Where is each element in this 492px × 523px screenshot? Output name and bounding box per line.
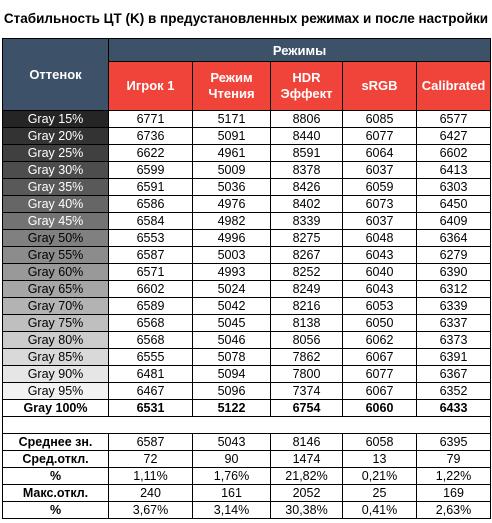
- stat-cell: 13: [343, 451, 417, 468]
- temperature-cell: 6303: [417, 179, 491, 196]
- temperature-cell: 6053: [343, 298, 417, 315]
- temperature-cell: 8426: [271, 179, 343, 196]
- stat-cell: 5043: [193, 434, 271, 451]
- temperature-cell: 6568: [109, 332, 193, 349]
- temperature-cell: 6067: [343, 349, 417, 366]
- mode-column-label: HDR: [292, 70, 321, 85]
- temperature-cell: 6048: [343, 230, 417, 247]
- stat-cell: 6058: [343, 434, 417, 451]
- gray-level-label: Gray 45%: [3, 213, 109, 230]
- temperature-cell: 8138: [271, 315, 343, 332]
- temperature-cell: 6584: [109, 213, 193, 230]
- mode-column-header: [109, 62, 193, 111]
- temperature-cell: 4982: [193, 213, 271, 230]
- temperature-cell: 6077: [343, 128, 417, 145]
- stat-cell: 90: [193, 451, 271, 468]
- stat-cell: 1,76%: [193, 468, 271, 485]
- table-row: [3, 383, 491, 400]
- stat-cell: 2052: [271, 485, 343, 502]
- temperature-cell: 6059: [343, 179, 417, 196]
- temperature-cell: 4993: [193, 264, 271, 281]
- stat-cell: 3,14%: [193, 502, 271, 519]
- stat-cell: 2,63%: [417, 502, 491, 519]
- gray-level-label: Gray 40%: [3, 196, 109, 213]
- temperature-cell: 8591: [271, 145, 343, 162]
- stat-label: Сред.откл.: [3, 451, 109, 468]
- table-row: [3, 332, 491, 349]
- stat-row: [3, 434, 491, 451]
- temperature-cell: 5036: [193, 179, 271, 196]
- table-row: [3, 230, 491, 247]
- temperature-cell: 6060: [343, 400, 417, 417]
- temperature-cell: 5042: [193, 298, 271, 315]
- temperature-cell: 6364: [417, 230, 491, 247]
- temperature-cell: 5091: [193, 128, 271, 145]
- stat-cell: 8146: [271, 434, 343, 451]
- table-row: [3, 349, 491, 366]
- stat-row: [3, 468, 491, 485]
- temperature-cell: 6413: [417, 162, 491, 179]
- temperature-cell: 6050: [343, 315, 417, 332]
- temperature-cell: 6553: [109, 230, 193, 247]
- temperature-cell: 4996: [193, 230, 271, 247]
- gray-level-label: Gray 30%: [3, 162, 109, 179]
- stat-row: [3, 485, 491, 502]
- table-row: [3, 179, 491, 196]
- temperature-cell: 8806: [271, 111, 343, 128]
- temperature-cell: 6754: [271, 400, 343, 417]
- table-row: [3, 298, 491, 315]
- table-row: [3, 196, 491, 213]
- temperature-cell: 8216: [271, 298, 343, 315]
- temperature-cell: 7800: [271, 366, 343, 383]
- mode-column-label: Calibrated: [421, 78, 486, 93]
- temperature-cell: 6409: [417, 213, 491, 230]
- stat-cell: 6587: [109, 434, 193, 451]
- temperature-cell: 6531: [109, 400, 193, 417]
- gray-level-label: Gray 75%: [3, 315, 109, 332]
- stat-cell: 0,41%: [343, 502, 417, 519]
- temperature-cell: 6591: [109, 179, 193, 196]
- temperature-cell: 6067: [343, 383, 417, 400]
- temperature-cell: 8402: [271, 196, 343, 213]
- temperature-cell: 6602: [109, 281, 193, 298]
- temperature-cell: 6433: [417, 400, 491, 417]
- spacer-cell: [3, 417, 491, 434]
- gray-level-label: Gray 65%: [3, 281, 109, 298]
- table-row: [3, 145, 491, 162]
- gray-level-label: Gray 20%: [3, 128, 109, 145]
- stat-cell: 25: [343, 485, 417, 502]
- mode-column-label: Игрок 1: [126, 78, 175, 93]
- temperature-cell: 6571: [109, 264, 193, 281]
- stat-cell: 169: [417, 485, 491, 502]
- temperature-cell: 8252: [271, 264, 343, 281]
- temperature-cell: 5122: [193, 400, 271, 417]
- temperature-cell: 6467: [109, 383, 193, 400]
- temperature-cell: 6352: [417, 383, 491, 400]
- stat-cell: 0,21%: [343, 468, 417, 485]
- table-row: [3, 264, 491, 281]
- temperature-cell: 5009: [193, 162, 271, 179]
- modes-header: Режимы: [109, 39, 491, 62]
- gray-level-label: Gray 70%: [3, 298, 109, 315]
- temperature-cell: 4976: [193, 196, 271, 213]
- temperature-cell: 6586: [109, 196, 193, 213]
- temperature-cell: 5045: [193, 315, 271, 332]
- temperature-cell: 6312: [417, 281, 491, 298]
- temperature-cell: 6771: [109, 111, 193, 128]
- temperature-cell: 6037: [343, 162, 417, 179]
- stat-row: [3, 502, 491, 519]
- page-title: Стабильность ЦТ (K) в предустановленных режимах и после настройки: [3, 11, 489, 26]
- temperature-cell: 6450: [417, 196, 491, 213]
- temperature-cell: 6043: [343, 281, 417, 298]
- mode-column-label: sRGB: [361, 78, 398, 93]
- temperature-cell: 5003: [193, 247, 271, 264]
- table-row: [3, 366, 491, 383]
- stat-cell: 1,22%: [417, 468, 491, 485]
- stat-cell: 1,11%: [109, 468, 193, 485]
- gray-level-label: Gray 100%: [3, 400, 109, 417]
- table-row: [3, 400, 491, 417]
- mode-column-label-line2: Эффект: [280, 86, 333, 101]
- temperature-cell: 8275: [271, 230, 343, 247]
- stat-cell: 21,82%: [271, 468, 343, 485]
- temperature-cell: 8440: [271, 128, 343, 145]
- temperature-cell: 8378: [271, 162, 343, 179]
- temperature-cell: 6736: [109, 128, 193, 145]
- mode-column-label-line2: Чтения: [208, 86, 255, 101]
- temperature-cell: 6622: [109, 145, 193, 162]
- temperature-cell: 6337: [417, 315, 491, 332]
- temperature-cell: 8249: [271, 281, 343, 298]
- mode-column-header: [193, 62, 271, 111]
- stat-label: %: [3, 468, 109, 485]
- temperature-cell: 6043: [343, 247, 417, 264]
- color-temperature-table: [2, 38, 491, 519]
- stat-cell: 79: [417, 451, 491, 468]
- temperature-cell: 6427: [417, 128, 491, 145]
- gray-level-label: Gray 35%: [3, 179, 109, 196]
- mode-column-header: [343, 62, 417, 111]
- temperature-cell: 6064: [343, 145, 417, 162]
- stat-cell: 161: [193, 485, 271, 502]
- stat-label: %: [3, 502, 109, 519]
- temperature-cell: 6481: [109, 366, 193, 383]
- stat-cell: 3,67%: [109, 502, 193, 519]
- table-row: [3, 213, 491, 230]
- temperature-cell: 6077: [343, 366, 417, 383]
- temperature-cell: 5046: [193, 332, 271, 349]
- stat-cell: 72: [109, 451, 193, 468]
- temperature-cell: 6555: [109, 349, 193, 366]
- temperature-cell: 6391: [417, 349, 491, 366]
- stat-cell: 30,38%: [271, 502, 343, 519]
- temperature-cell: 6085: [343, 111, 417, 128]
- temperature-cell: 6373: [417, 332, 491, 349]
- gray-level-label: Gray 85%: [3, 349, 109, 366]
- temperature-cell: 6367: [417, 366, 491, 383]
- stat-cell: 6395: [417, 434, 491, 451]
- stat-cell: 240: [109, 485, 193, 502]
- temperature-cell: 6602: [417, 145, 491, 162]
- temperature-cell: 8339: [271, 213, 343, 230]
- gray-level-label: Gray 80%: [3, 332, 109, 349]
- table-row: [3, 315, 491, 332]
- temperature-cell: 6339: [417, 298, 491, 315]
- mode-column-header: [271, 62, 343, 111]
- gray-level-label: Gray 60%: [3, 264, 109, 281]
- table-row: [3, 247, 491, 264]
- spacer-row: [3, 417, 491, 434]
- temperature-cell: 4961: [193, 145, 271, 162]
- temperature-cell: 7862: [271, 349, 343, 366]
- temperature-cell: 6568: [109, 315, 193, 332]
- temperature-cell: 6390: [417, 264, 491, 281]
- temperature-cell: 6073: [343, 196, 417, 213]
- shade-header: Оттенок: [3, 39, 109, 111]
- temperature-cell: 6587: [109, 247, 193, 264]
- temperature-cell: 5094: [193, 366, 271, 383]
- temperature-cell: 5096: [193, 383, 271, 400]
- temperature-cell: 7374: [271, 383, 343, 400]
- temperature-cell: 5078: [193, 349, 271, 366]
- stat-label: Макс.откл.: [3, 485, 109, 502]
- mode-column-header: [417, 62, 491, 111]
- temperature-cell: 6599: [109, 162, 193, 179]
- gray-level-label: Gray 90%: [3, 366, 109, 383]
- stat-row: [3, 451, 491, 468]
- temperature-cell: 6589: [109, 298, 193, 315]
- temperature-cell: 6040: [343, 264, 417, 281]
- temperature-cell: 6577: [417, 111, 491, 128]
- gray-level-label: Gray 15%: [3, 111, 109, 128]
- temperature-cell: 5024: [193, 281, 271, 298]
- table-row: [3, 162, 491, 179]
- stat-cell: 1474: [271, 451, 343, 468]
- stat-label: Среднее зн.: [3, 434, 109, 451]
- gray-level-label: Gray 50%: [3, 230, 109, 247]
- gray-level-label: Gray 25%: [3, 145, 109, 162]
- temperature-cell: 5171: [193, 111, 271, 128]
- temperature-cell: 6037: [343, 213, 417, 230]
- temperature-cell: 6279: [417, 247, 491, 264]
- temperature-cell: 8056: [271, 332, 343, 349]
- gray-level-label: Gray 95%: [3, 383, 109, 400]
- gray-level-label: Gray 55%: [3, 247, 109, 264]
- table-row: [3, 111, 491, 128]
- table-row: [3, 128, 491, 145]
- temperature-cell: 6062: [343, 332, 417, 349]
- mode-column-label: Режим: [210, 70, 253, 85]
- table-row: [3, 281, 491, 298]
- temperature-cell: 8267: [271, 247, 343, 264]
